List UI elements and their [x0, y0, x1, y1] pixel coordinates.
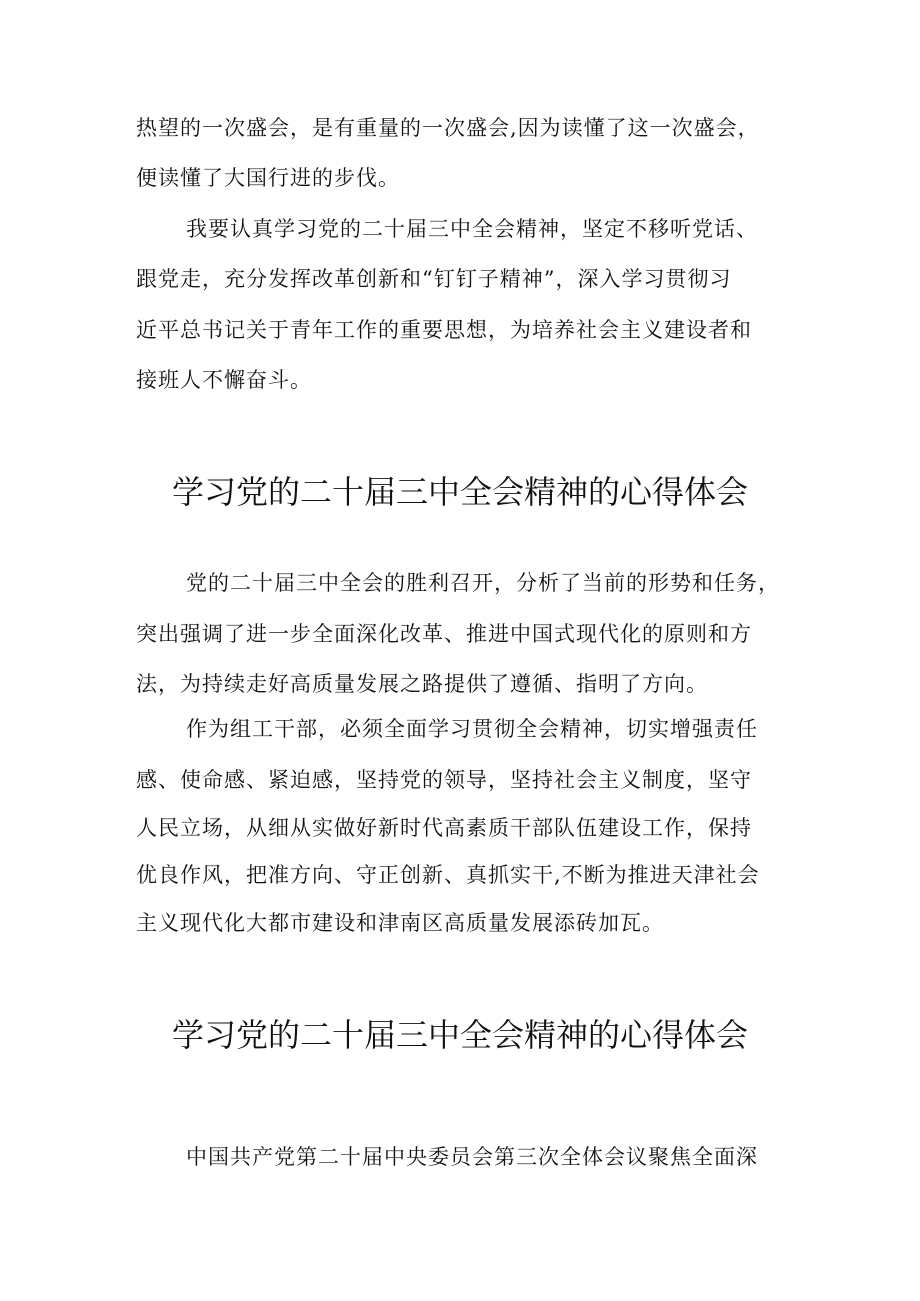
paragraph-line: 热望的一次盛会，是有重量的一次盛会,因为读懂了这一次盛会，	[136, 116, 760, 140]
section-heading: 学习党的二十届三中全会精神的心得体会	[171, 473, 748, 511]
paragraph-line: 作为组工干部，必须全面学习贯彻全会精神，切实增强责任	[186, 717, 758, 741]
paragraph-line: 优良作风，把准方向、守正创新、真抓实干,不断为推进天津社会	[136, 863, 760, 887]
paragraph-line: 接班人不懈奋斗。	[136, 368, 312, 392]
paragraph-line: 突出强调了进一步全面深化改革、推进中国式现代化的原则和方	[136, 622, 752, 646]
paragraph-line: 主义现代化大都市建设和津南区高质量发展添砖加瓦。	[136, 911, 664, 935]
paragraph-line: 便读懂了大国行进的步伐。	[136, 166, 400, 190]
paragraph-line: 人民立场，从细从实做好新时代高素质干部队伍建设工作，保持	[136, 816, 752, 840]
paragraph-line: 党的二十届三中全会的胜利召开，分析了当前的形势和任务，	[186, 571, 780, 595]
paragraph-line: 法，为持续走好高质量发展之路提供了遵循、指明了方向。	[136, 672, 708, 696]
paragraph-line: 我要认真学习党的二十届三中全会精神，坚定不移听党话、	[186, 217, 758, 241]
section-heading: 学习党的二十届三中全会精神的心得体会	[171, 1016, 748, 1054]
paragraph-line: 近平总书记关于青年工作的重要思想，为培养社会主义建设者和	[136, 318, 752, 342]
paragraph-line: 中国共产党第二十届中央委员会第三次全体会议聚焦全面深	[186, 1145, 758, 1169]
paragraph-line: 感、使命感、紧迫感，坚持党的领导，坚持社会主义制度，坚守	[136, 768, 752, 792]
paragraph-line: 跟党走，充分发挥改革创新和“钉钉子精神”，深入学习贯彻习	[136, 267, 732, 291]
